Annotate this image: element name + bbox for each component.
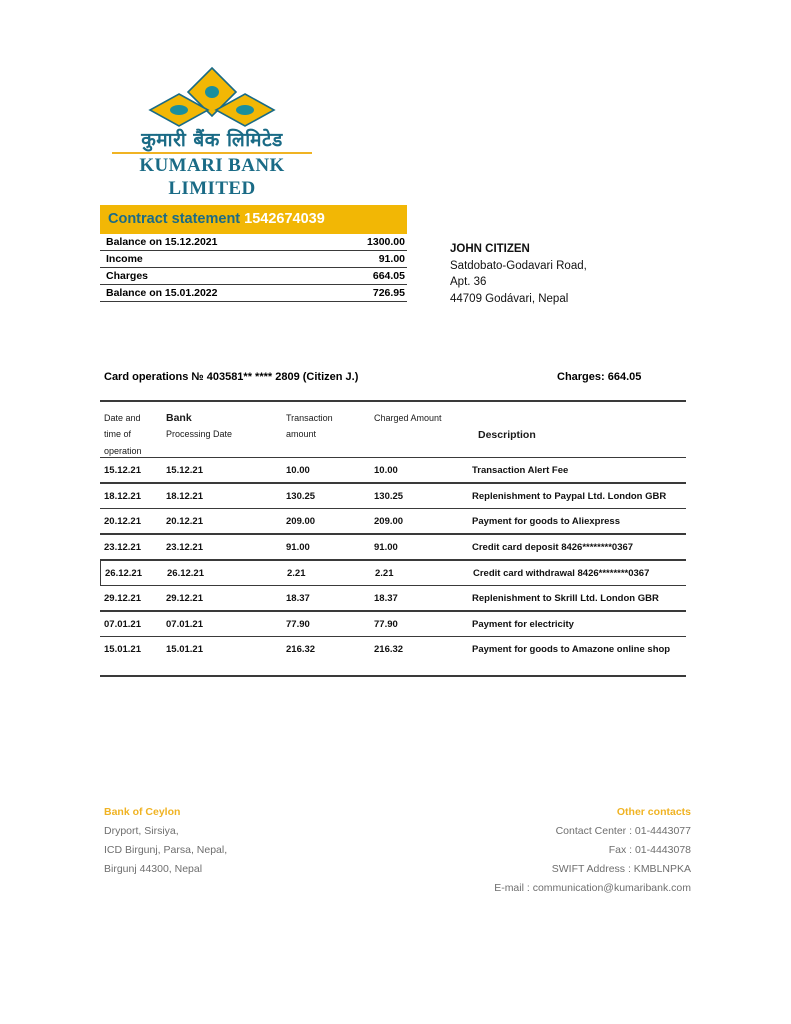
logo-name-latin: KUMARI BANK LIMITED (139, 154, 285, 199)
cell-date: 15.01.21 (104, 644, 141, 656)
cell-description: Replenishment to Skrill Ltd. London GBR (472, 593, 659, 605)
cell-bank-date: 26.12.21 (167, 567, 204, 579)
column-header-date: Date and time of operation (104, 412, 142, 456)
summary-row (100, 234, 407, 251)
table-row (100, 458, 686, 482)
footer-swift: SWIFT Address : KMBLNPKA (551, 863, 691, 875)
cell-amount: 209.00 (286, 516, 316, 528)
cell-description: Credit card withdrawal 8426********0367 (473, 567, 650, 579)
column-header-charged-amount: Charged Amount (374, 412, 442, 423)
cell-bank-date: 20.12.21 (166, 516, 203, 528)
customer-address-line-3: 44709 Godávari, Nepal (450, 292, 569, 305)
table-row (100, 637, 686, 661)
cell-description: Transaction Alert Fee (472, 465, 569, 477)
column-header-bank-date: Bank Processing Date (166, 411, 233, 440)
cell-charged: 2.21 (375, 567, 394, 579)
summary-row (100, 251, 407, 268)
cell-charged: 130.25 (374, 490, 404, 502)
summary-row-label: Charges (106, 270, 149, 282)
cell-amount: 18.37 (286, 593, 310, 605)
cell-description: Payment for goods to Aliexpress (472, 516, 620, 528)
table-bottom-rule (100, 675, 686, 677)
cell-date: 15.12.21 (104, 465, 141, 477)
bank-logo (104, 66, 424, 200)
summary-row-label: Balance on 15.01.2022 (106, 287, 218, 299)
cell-amount: 130.25 (286, 490, 316, 502)
summary-header-number: 1542674039 (244, 211, 325, 227)
table-row (100, 484, 686, 508)
table-row (100, 612, 686, 636)
cell-description: Replenishment to Paypal Ltd. London GBR (472, 490, 667, 502)
cell-bank-date: 23.12.21 (166, 541, 203, 553)
table-row (100, 535, 686, 559)
cell-bank-date: 07.01.21 (166, 618, 203, 630)
customer-address-line-2: Apt. 36 (450, 276, 487, 288)
cell-description: Payment for electricity (472, 618, 574, 630)
cell-description: Credit card deposit 8426********0367 (472, 541, 634, 553)
summary-row-label: Income (106, 253, 143, 265)
column-header-transaction-amount: Transaction amount (286, 412, 333, 440)
cell-amount: 91.00 (286, 541, 310, 553)
summary-box (100, 205, 407, 302)
cell-date: 29.12.21 (104, 593, 141, 605)
footer-branch-title: Bank of Ceylon (104, 806, 181, 818)
footer-fax: Fax : 01-4443078 (608, 844, 691, 856)
cell-amount: 216.32 (286, 644, 316, 656)
table-row (100, 586, 686, 610)
cell-date: 20.12.21 (104, 516, 141, 528)
footer-branch-info (104, 803, 227, 879)
cell-date: 23.12.21 (104, 541, 141, 553)
cell-charged: 18.37 (374, 593, 398, 605)
footer-branch-line-3: Birgunj 44300, Nepal (104, 863, 203, 875)
summary-row-label: Balance on 15.12.2021 (106, 236, 218, 248)
logo-divider (112, 152, 312, 154)
cell-charged: 77.90 (374, 618, 398, 630)
transactions-table (100, 400, 686, 677)
table-header-row (100, 402, 686, 457)
summary-row-value: 664.05 (372, 270, 405, 282)
cell-bank-date: 15.12.21 (166, 465, 203, 477)
summary-row (100, 268, 407, 285)
cell-bank-date: 18.12.21 (166, 490, 203, 502)
cell-amount: 2.21 (287, 567, 306, 579)
footer-contacts-title: Other contacts (616, 806, 691, 818)
summary-row-value: 726.95 (372, 287, 405, 299)
logo-diamonds-icon (148, 66, 278, 128)
footer-contacts (494, 803, 691, 898)
customer-address (450, 241, 587, 307)
summary-header (100, 205, 407, 234)
summary-row-value: 91.00 (378, 253, 405, 265)
table-row-highlighted (100, 561, 686, 585)
cell-date: 26.12.21 (105, 567, 142, 579)
cell-amount: 10.00 (286, 465, 310, 477)
cell-date: 07.01.21 (104, 618, 141, 630)
cell-charged: 216.32 (374, 644, 404, 656)
cell-date: 18.12.21 (104, 490, 141, 502)
summary-row (100, 285, 407, 302)
customer-name: JOHN CITIZEN (450, 243, 530, 255)
cell-charged: 91.00 (374, 541, 398, 553)
footer-branch-line-2: ICD Birgunj, Parsa, Nepal, (104, 844, 228, 856)
card-operations-charges: Charges: 664.05 (557, 371, 642, 383)
footer-email: E-mail : communication@kumaribank.com (494, 882, 691, 894)
cell-description: Payment for goods to Amazone online shop (472, 644, 671, 656)
card-operations-title: Card operations № 403581** **** 2809 (Citizen J.) (104, 371, 359, 383)
cell-amount: 77.90 (286, 618, 310, 630)
table-row (100, 509, 686, 533)
customer-address-line-1: Satdobato-Godavari Road, (450, 259, 587, 272)
cell-bank-date: 29.12.21 (166, 593, 203, 605)
cell-bank-date: 15.01.21 (166, 644, 203, 656)
cell-charged: 209.00 (374, 516, 404, 528)
summary-row-value: 1300.00 (367, 236, 405, 248)
cell-charged: 10.00 (374, 465, 398, 477)
footer-branch-line-1: Dryport, Sirsiya, (104, 825, 179, 837)
logo-name-devanagari: कुमारी बैंक लिमिटेड (141, 129, 283, 151)
column-header-description: Description (478, 428, 536, 441)
summary-header-label: Contract statement (108, 211, 241, 227)
footer-contact-center: Contact Center : 01-4443077 (555, 825, 691, 837)
